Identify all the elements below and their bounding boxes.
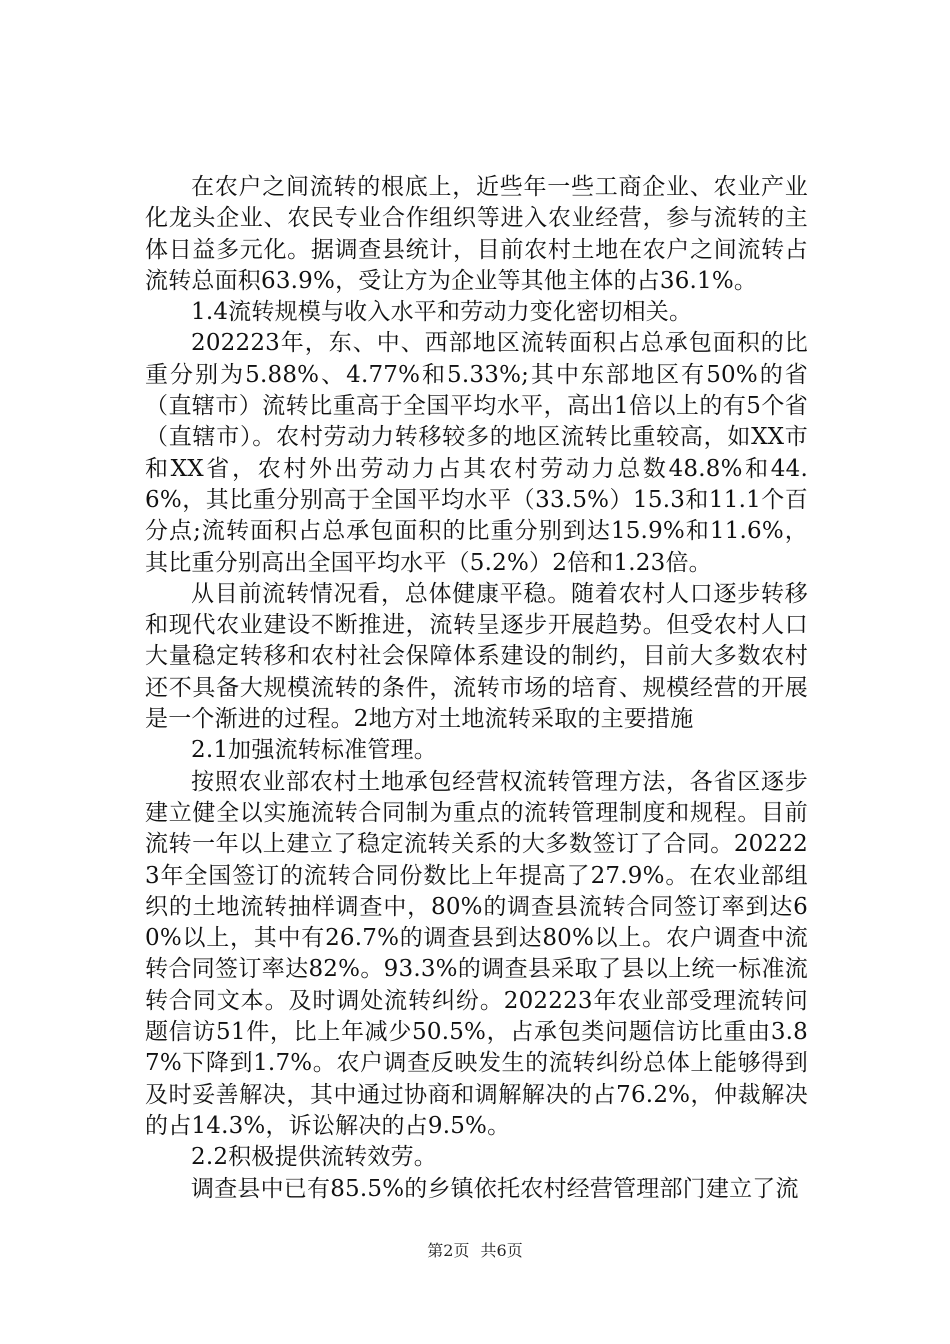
paragraph-4: 从目前流转情况看，总体健康平稳。随着农村人口逐步转移和现代农业建设不断推进，流转呈逐步开展趋势。但受农村人口大量稳定转移和农村社会保障体系建设的制约，目前大多数农村还不具备大规模流转的条件，流转市场的培育、规模经营的开展是一个渐进的过程。2地方对土地流转采取的主要措施 <box>145 580 808 733</box>
paragraph-6: 按照农业部农村土地承包经营权流转管理方法，各省区逐步建立健全以实施流转合同制为重点的流转管理制度和规程。目前流转一年以上建立了稳定流转关系的大多数签订了合同。202223年全国签订的流转合同份数比上年提高了27.9%。在农业部组织的土地流转抽样调查中，80%的调查县流转合同签订率到达60%以上，其中有26.7%的调查县到达80%以上。农户调查中流转合同签订率达82%。93.3%的调查县采取了县以上统一标准流转合同文本。及时调处流转纠纷。202223年农业部受理流转问题信访51件，比上年减少50.5%，占承包类问题信访比重由3.87%下降到1.7%。农户调查反映发生的流转纠纷总体上能够得到及时妥善解决，其中通过协商和调解解决的占76.2%，仲裁解决的占14.3%，诉讼解决的占9.5%。 <box>145 768 808 1139</box>
page-number: 第2页 <box>427 1241 470 1260</box>
paragraph-5-heading: 2.1加强流转标准管理。 <box>191 737 437 764</box>
paragraph-8: 调查县中已有85.5%的乡镇依托农村经营管理部门建立了流 <box>191 1175 799 1202</box>
paragraph-7-heading: 2.2积极提供流转效劳。 <box>191 1144 437 1171</box>
page-total: 共6页 <box>480 1241 523 1260</box>
paragraph-2-heading: 1.4流转规模与收入水平和劳动力变化密切相关。 <box>191 299 693 326</box>
page-footer <box>0 1241 950 1261</box>
paragraph-3: 202223年，东、中、西部地区流转面积占总承包面积的比重分别为5.88%、4.77%和5.33%;其中东部地区有50%的省（直辖市）流转比重高于全国平均水平，高出1倍以上的有5个省（直辖市）。农村劳动力转移较多的地区流转比重较高，如XX市和XX省，农村外出劳动力占其农村劳动力总数48.8%和44.6%，其比重分别高于全国平均水平（33.5%）15.3和11.1个百分点;流转面积占总承包面积的比重分别到达15.9%和11.6%，其比重分别高出全国平均水平（5.2%）2倍和1.23倍。 <box>145 330 808 576</box>
document-body <box>145 172 808 1205</box>
paragraph-1: 在农户之间流转的根底上，近些年一些工商企业、农业产业化龙头企业、农民专业合作组织等进入农业经营，参与流转的主体日益多元化。据调查县统计，目前农村土地在农户之间流转占流转总面积63.9%，受让方为企业等其他主体的占36.1%。 <box>145 174 808 294</box>
